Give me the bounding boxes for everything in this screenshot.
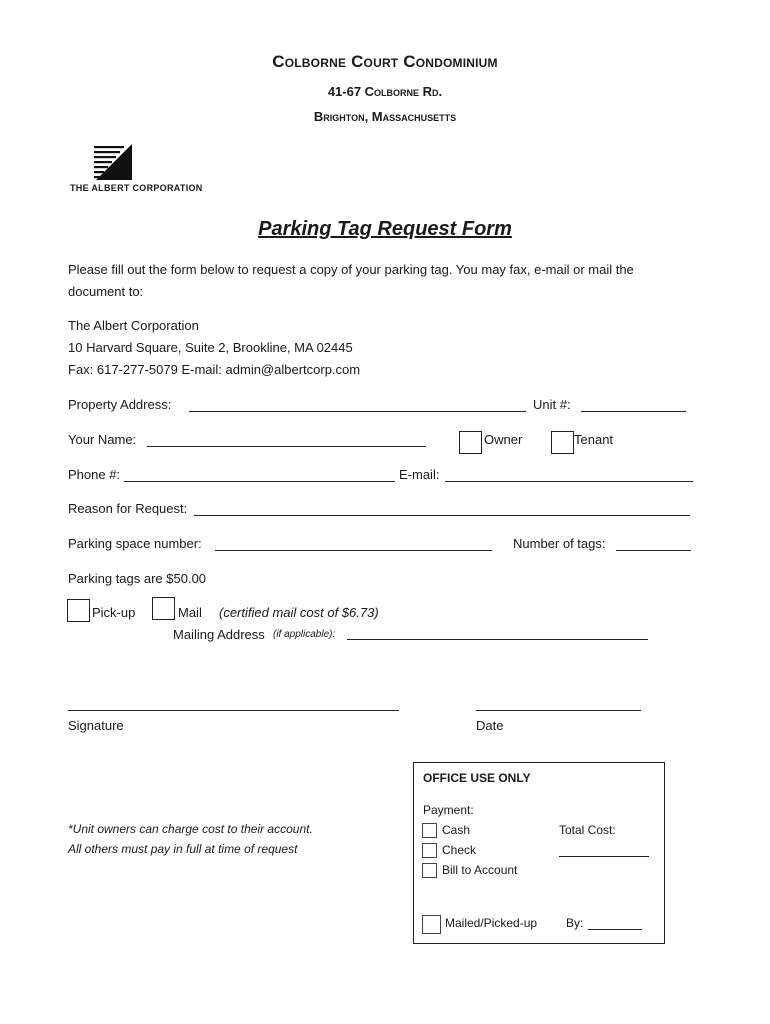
unit-field[interactable] — [581, 411, 686, 412]
pickup-checkbox[interactable] — [67, 599, 90, 622]
by-field[interactable] — [588, 929, 642, 930]
mailing-address-field[interactable] — [347, 639, 648, 640]
owner-checkbox[interactable] — [459, 431, 482, 454]
date-line[interactable] — [476, 710, 641, 711]
condo-address: 41-67 Colborne Rd. — [327, 84, 443, 99]
condo-city: Brighton, Massachusetts — [313, 109, 457, 124]
albert-corporation-logo — [70, 144, 212, 194]
mailed-picked-up-label: Mailed/Picked-up — [445, 916, 538, 930]
contact-fax-email: Fax: 617-277-5079 E-mail: admin@albertcorp.com — [68, 362, 361, 377]
tenant-label: Tenant — [574, 432, 614, 447]
condo-name: Colborne Court Condominium — [272, 52, 498, 71]
number-of-tags-field[interactable] — [616, 550, 691, 551]
total-cost-field[interactable] — [559, 856, 649, 857]
email-label: E-mail: — [399, 467, 440, 482]
mail-cost-note: (certified mail cost of $6.73) — [219, 605, 379, 620]
owner-label: Owner — [484, 432, 523, 447]
email-field[interactable] — [445, 481, 693, 482]
phone-label: Phone #: — [68, 467, 121, 482]
mailed-picked-up-checkbox[interactable] — [422, 915, 441, 934]
payment-label: Payment: — [423, 803, 474, 817]
intro-line-2: document to: — [68, 284, 144, 299]
bill-to-account-checkbox[interactable] — [422, 863, 437, 878]
parking-space-label: Parking space number: — [68, 536, 202, 551]
cash-label: Cash — [442, 823, 471, 837]
contact-address: 10 Harvard Square, Suite 2, Brookline, MA 02445 — [68, 340, 353, 355]
property-address-label: Property Address: — [68, 397, 172, 412]
signature-label: Signature — [68, 718, 124, 733]
total-cost-label: Total Cost: — [559, 823, 616, 837]
date-label: Date — [476, 718, 504, 733]
mail-label: Mail — [178, 605, 202, 620]
check-checkbox[interactable] — [422, 843, 437, 858]
by-label: By: — [566, 916, 584, 930]
reason-field[interactable] — [194, 515, 690, 516]
reason-label: Reason for Request: — [68, 501, 188, 516]
if-applicable-note: (if applicable): — [273, 629, 336, 640]
pickup-label: Pick-up — [92, 605, 136, 620]
signature-line[interactable] — [68, 710, 399, 711]
logo-text: THE ALBERT CORPORATION — [70, 183, 203, 193]
your-name-label: Your Name: — [68, 432, 137, 447]
mail-checkbox[interactable] — [152, 597, 175, 620]
form-title: Parking Tag Request Form — [258, 218, 512, 240]
parking-space-field[interactable] — [215, 550, 492, 551]
office-use-only-box — [413, 762, 665, 944]
tenant-checkbox[interactable] — [551, 431, 574, 454]
check-label: Check — [442, 843, 477, 857]
logo-mark-icon — [70, 144, 212, 184]
phone-field[interactable] — [124, 481, 395, 482]
price-text: Parking tags are $50.00 — [68, 571, 207, 586]
cash-checkbox[interactable] — [422, 823, 437, 838]
unit-label: Unit #: — [533, 397, 571, 412]
mailing-address-label: Mailing Address — [173, 627, 265, 642]
property-address-field[interactable] — [189, 411, 526, 412]
your-name-field[interactable] — [147, 446, 426, 447]
intro-line-1: Please fill out the form below to request a copy of your parking tag. You may fax, e-mail or mail the — [68, 262, 634, 277]
bill-to-account-label: Bill to Account — [442, 863, 518, 877]
office-title: OFFICE USE ONLY — [423, 771, 531, 785]
number-of-tags-label: Number of tags: — [513, 536, 606, 551]
contact-name: The Albert Corporation — [68, 318, 199, 333]
payment-note: All others must pay in full at time of request — [68, 842, 298, 856]
owner-charge-note: *Unit owners can charge cost to their account. — [68, 822, 313, 836]
